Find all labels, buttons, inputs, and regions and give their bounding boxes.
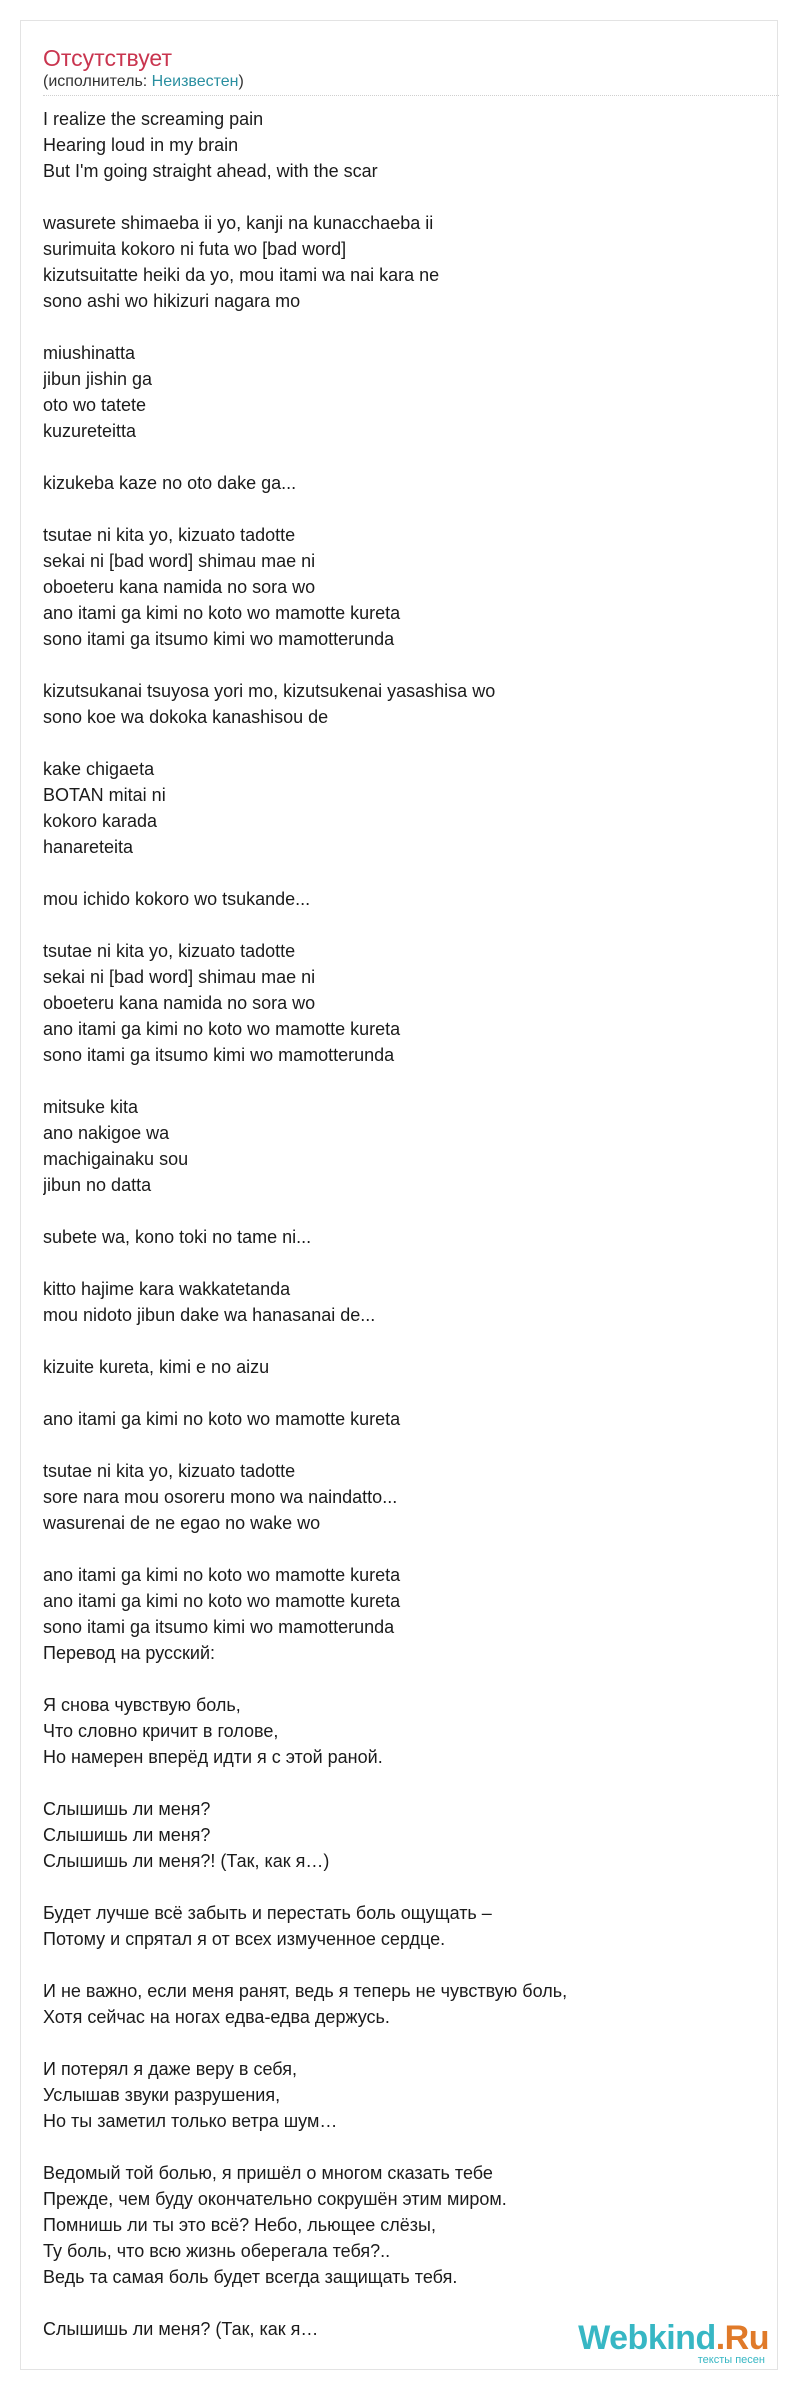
lyric-line: sono koe wa dokoka kanashisou de xyxy=(43,707,329,727)
lyric-line: kizuite kureta, kimi e no aizu xyxy=(43,1357,270,1377)
stanza-gap xyxy=(43,1536,763,1562)
lyric-line: kuzureteitta xyxy=(43,421,137,441)
lyric-line: Я снова чувствую боль, xyxy=(43,1695,241,1715)
stanza-gap xyxy=(43,1952,763,1978)
lyric-line: Слышишь ли меня? xyxy=(43,1825,211,1845)
artist-prefix: (исполнитель: xyxy=(43,73,152,90)
lyric-line: tsutae ni kita yo, kizuato tadotte xyxy=(43,941,296,961)
lyric-line: Будет лучше всё забыть и перестать боль ощущать – xyxy=(43,1903,492,1923)
lyric-line: kizutsukanai tsuyosa yori mo, kizutsukenai yasashisa wo xyxy=(43,681,496,701)
lyric-line: sekai ni [bad word] shimau mae ni xyxy=(43,967,316,987)
lyric-line: tsutae ni kita yo, kizuato tadotte xyxy=(43,525,296,545)
lyric-line: ano itami ga kimi no koto wo mamotte kureta xyxy=(43,1019,401,1039)
stanza-gap xyxy=(43,2134,763,2160)
stanza-gap xyxy=(43,2030,763,2056)
lyric-line: ano itami ga kimi no koto wo mamotte kureta xyxy=(43,603,401,623)
lyric-line: Ведомый той болью, я пришёл о многом сказать тебе xyxy=(43,2163,493,2183)
header-divider xyxy=(43,95,779,96)
stanza-gap xyxy=(43,1068,763,1094)
stanza-gap xyxy=(43,730,763,756)
lyric-line: oboeteru kana namida no sora wo xyxy=(43,993,316,1013)
artist-link[interactable]: Неизвестен xyxy=(151,73,239,90)
lyric-line: kitto hajime kara wakkatetanda xyxy=(43,1279,291,1299)
lyric-line: Слышишь ли меня? (Так, как я… xyxy=(43,2319,319,2339)
stanza-gap xyxy=(43,496,763,522)
lyric-line: Прежде, чем буду окончательно сокрушён этим миром. xyxy=(43,2189,507,2209)
lyric-line: jibun jishin ga xyxy=(43,369,153,389)
stanza-gap xyxy=(43,444,763,470)
stanza-gap xyxy=(43,1770,763,1796)
lyric-line: surimuita kokoro ni futa wo [bad word] xyxy=(43,239,347,259)
lyric-line: ano nakigoe wa xyxy=(43,1123,170,1143)
lyric-line: Услышав звуки разрушения, xyxy=(43,2085,281,2105)
stanza-gap xyxy=(43,912,763,938)
lyric-line: BOTAN mitai ni xyxy=(43,785,166,805)
stanza-gap xyxy=(43,1666,763,1692)
stanza-gap xyxy=(43,184,763,210)
lyric-line: kizutsuitatte heiki da yo, mou itami wa nai kara ne xyxy=(43,265,440,285)
artist-line xyxy=(43,71,244,93)
stanza-gap xyxy=(43,1198,763,1224)
lyric-line: miushinatta xyxy=(43,343,136,363)
lyric-line: tsutae ni kita yo, kizuato tadotte xyxy=(43,1461,296,1481)
lyric-line: oboeteru kana namida no sora wo xyxy=(43,577,316,597)
lyric-line: subete wa, kono toki no tame ni... xyxy=(43,1227,312,1247)
stanza-gap xyxy=(43,1328,763,1354)
lyric-line: jibun no datta xyxy=(43,1175,152,1195)
lyric-line: oto wo tatete xyxy=(43,395,147,415)
lyric-line: sono itami ga itsumo kimi wo mamotterunda xyxy=(43,1617,395,1637)
stanza-gap xyxy=(43,860,763,886)
lyric-line: Помнишь ли ты это всё? Небо, льющее слёзы, xyxy=(43,2215,436,2235)
stanza-gap xyxy=(43,2290,763,2316)
lyric-line: kizukeba kaze no oto dake ga... xyxy=(43,473,297,493)
lyric-line: Хотя сейчас на ногах едва-едва держусь. xyxy=(43,2007,390,2027)
lyric-line: machigainaku sou xyxy=(43,1149,189,1169)
stanza-gap xyxy=(43,1874,763,1900)
lyric-line: ano itami ga kimi no koto wo mamotte kureta xyxy=(43,1565,401,1585)
lyrics-body xyxy=(43,106,763,2342)
stanza-gap xyxy=(43,1380,763,1406)
lyric-line: ano itami ga kimi no koto wo mamotte kureta xyxy=(43,1591,401,1611)
stanza-gap xyxy=(43,314,763,340)
lyric-line: hanareteita xyxy=(43,837,134,857)
lyric-line: mitsuke kita xyxy=(43,1097,139,1117)
stanza-gap xyxy=(43,652,763,678)
logo-tld: .Ru xyxy=(715,2319,769,2357)
lyric-line: sono itami ga itsumo kimi wo mamotterunda xyxy=(43,1045,395,1065)
lyric-line: Слышишь ли меня?! (Так, как я…) xyxy=(43,1851,330,1871)
webkind-logo[interactable] xyxy=(578,2320,769,2366)
lyric-line: Перевод на русский: xyxy=(43,1643,215,1663)
lyric-line: ano itami ga kimi no koto wo mamotte kureta xyxy=(43,1409,401,1429)
artist-suffix: ) xyxy=(238,73,244,90)
lyric-line: Но ты заметил только ветра шум… xyxy=(43,2111,338,2131)
lyric-line: sekai ni [bad word] shimau mae ni xyxy=(43,551,316,571)
lyrics-card xyxy=(20,20,778,2370)
lyric-line: kake chigaeta xyxy=(43,759,155,779)
lyric-line: И не важно, если меня ранят, ведь я теперь не чувствую боль, xyxy=(43,1981,568,2001)
lyric-line: kokoro karada xyxy=(43,811,158,831)
lyric-line: sono ashi wo hikizuri nagara mo xyxy=(43,291,301,311)
lyric-line: I realize the screaming pain xyxy=(43,109,264,129)
lyric-line: Слышишь ли меня? xyxy=(43,1799,211,1819)
logo-tagline: тексты песен xyxy=(697,2354,765,2366)
lyric-line: sore nara mou osoreru mono wa naindatto... xyxy=(43,1487,398,1507)
logo-name: Webkind xyxy=(578,2319,716,2357)
lyric-line: wasurenai de ne egao no wake wo xyxy=(43,1513,321,1533)
stanza-gap xyxy=(43,1432,763,1458)
lyric-line: И потерял я даже веру в себя, xyxy=(43,2059,297,2079)
lyric-line: But I'm going straight ahead, with the scar xyxy=(43,161,378,181)
lyric-line: Ведь та самая боль будет всегда защищать тебя. xyxy=(43,2267,458,2287)
lyric-line: mou ichido kokoro wo tsukande... xyxy=(43,889,311,909)
lyric-line: Hearing loud in my brain xyxy=(43,135,239,155)
lyric-line: sono itami ga itsumo kimi wo mamotterunda xyxy=(43,629,395,649)
lyric-line: Потому и спрятал я от всех измученное сердце. xyxy=(43,1929,446,1949)
lyric-line: Ту боль, что всю жизнь оберегала тебя?.. xyxy=(43,2241,391,2261)
lyric-line: mou nidoto jibun dake wa hanasanai de... xyxy=(43,1305,376,1325)
song-title: Отсутствует xyxy=(43,45,172,71)
lyric-line: Что словно кричит в голове, xyxy=(43,1721,279,1741)
lyric-line: wasurete shimaeba ii yo, kanji na kunacchaeba ii xyxy=(43,213,434,233)
lyric-line: Но намерен вперёд идти я с этой раной. xyxy=(43,1747,383,1767)
stanza-gap xyxy=(43,1250,763,1276)
logo-wordmark xyxy=(578,2320,769,2356)
